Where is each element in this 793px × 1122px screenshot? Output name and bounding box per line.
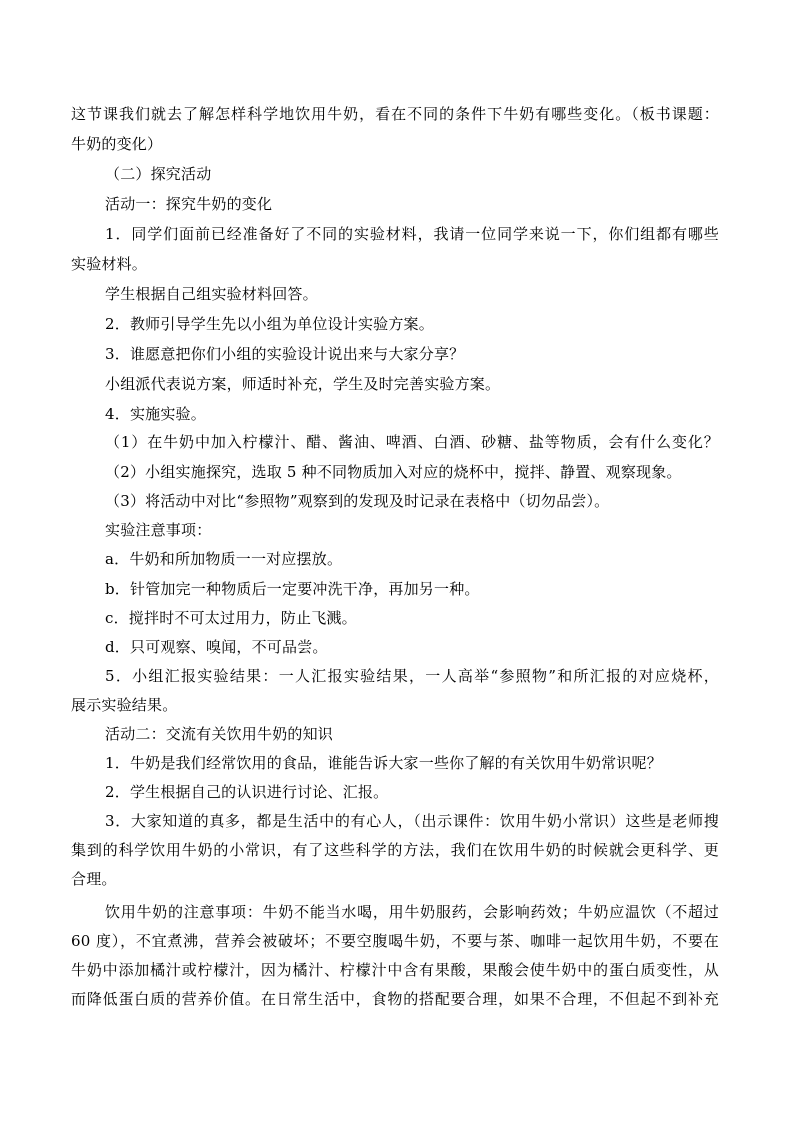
section-heading: （二）探究活动	[105, 165, 212, 183]
paragraph-line: 合理。	[71, 870, 117, 888]
paragraph-line: a．牛奶和所加物质一一对应摆放。	[105, 550, 343, 568]
activity-heading: 活动一：探究牛奶的变化	[105, 195, 273, 213]
paragraph-line: 实验材料。	[71, 255, 148, 273]
paragraph-line: 展示实验结果。	[71, 696, 178, 714]
paragraph-line: b．针管加完一种物质后一定要冲洗干净，再加另一种。	[105, 580, 480, 598]
paragraph-line: 3．大家知道的真多，都是生活中的有心人，（出示课件：饮用牛奶小常识）这些是老师搜	[105, 812, 719, 830]
paragraph-line: 3．谁愿意把你们小组的实验设计说出来与大家分享？	[105, 345, 465, 363]
activity-heading: 活动二：交流有关饮用牛奶的知识	[105, 725, 334, 743]
paragraph-line: c．搅拌时不可太过用力，防止飞溅。	[105, 609, 357, 627]
paragraph-line: 4．实施实验。	[105, 405, 206, 423]
paragraph-line: 饮用牛奶的注意事项：牛奶不能当水喝，用牛奶服药，会影响药效；牛奶应温饮（不超过	[105, 903, 719, 921]
paragraph-line: d．只可观察、嗅闻，不可品尝。	[105, 638, 328, 656]
paragraph-line: （2）小组实施探究，选取 5 种不同物质加入对应的烧杯中，搅拌、静置、观察现象。	[105, 463, 682, 481]
paragraph-line: 这节课我们就去了解怎样科学地饮用牛奶，看在不同的条件下牛奶有哪些变化。（板书课题：	[71, 105, 719, 123]
paragraph-line: 集到的科学饮用牛奶的小常识，有了这些科学的方法，我们在饮用牛奶的时候就会更科学、更	[71, 841, 719, 859]
paragraph-line: 学生根据自己组实验材料回答。	[105, 285, 318, 303]
paragraph-line: 1．同学们面前已经准备好了不同的实验材料，我请一位同学来说一下，你们组都有哪些	[105, 225, 719, 243]
paragraph-line: （1）在牛奶中加入柠檬汁、醋、酱油、啤酒、白酒、砂糖、盐等物质，会有什么变化？	[105, 433, 719, 451]
paragraph-line: 2．学生根据自己的认识进行讨论、汇报。	[105, 783, 389, 801]
paragraph-line: 1．牛奶是我们经常饮用的食品，谁能告诉大家一些你了解的有关饮用牛奶常识呢？	[105, 754, 662, 772]
paragraph-line: 5．小组汇报实验结果：一人汇报实验结果，一人高举“参照物”和所汇报的对应烧杯，	[105, 667, 719, 685]
paragraph-line: 而降低蛋白质的营养价值。在日常生活中，食物的搭配要合理，如果不合理，不但起不到补充	[71, 990, 719, 1008]
paragraph-line: （3）将活动中对比“参照物”观察到的发现及时记录在表格中（切勿品尝）。	[105, 492, 610, 510]
paragraph-line: 小组派代表说方案，师适时补充，学生及时完善实验方案。	[105, 375, 501, 393]
paragraph-line: 实验注意事项：	[105, 521, 212, 539]
paragraph-line: 2．教师引导学生先以小组为单位设计实验方案。	[105, 315, 434, 333]
paragraph-line: 60 度），不宜煮沸，营养会被破坏；不要空腹喝牛奶，不要与茶、咖啡一起饮用牛奶，不要在	[71, 932, 719, 950]
paragraph-line: 牛奶中添加橘汁或柠檬汁，因为橘汁、柠檬汁中含有果酸，果酸会使牛奶中的蛋白质变性，从	[71, 961, 719, 979]
paragraph-line: 牛奶的变化）	[71, 135, 163, 153]
